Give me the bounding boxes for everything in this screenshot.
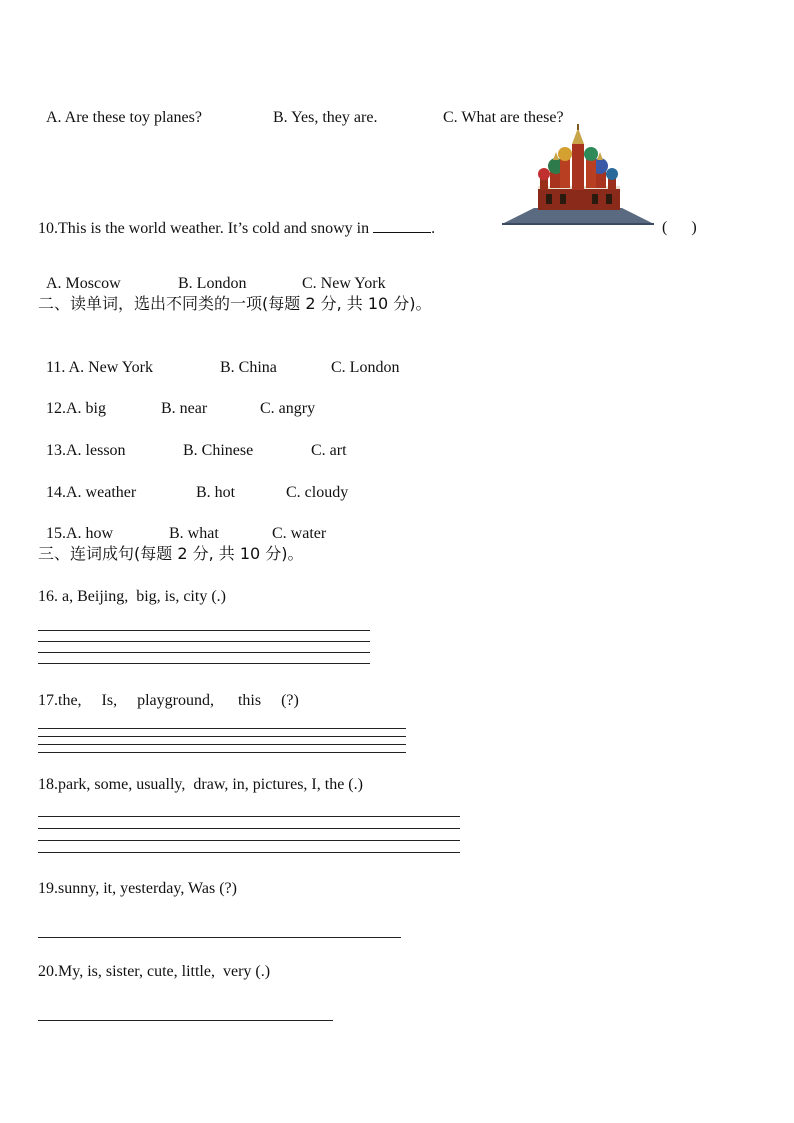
- q20-writing-line[interactable]: [38, 1020, 333, 1021]
- q15: [38, 504, 326, 544]
- q10-period: .: [431, 220, 436, 237]
- q18-writing-line[interactable]: [38, 816, 460, 817]
- q11-option-b: B. China: [220, 359, 277, 376]
- q16-writing-line[interactable]: [38, 652, 370, 653]
- q12: [38, 379, 315, 419]
- q14: [38, 463, 348, 503]
- q10-option-b: B. London: [178, 275, 247, 292]
- q13: [38, 421, 347, 461]
- q15-option-b: B. what: [169, 525, 219, 542]
- q18-writing-line[interactable]: [38, 840, 460, 841]
- q15-option-c: C. water: [272, 525, 327, 542]
- q20-words: 20.My, is, sister, cute, little, very (.): [38, 963, 271, 980]
- q10-option-a: A. Moscow: [46, 275, 121, 292]
- q18-writing-line[interactable]: [38, 852, 460, 853]
- q15-option-a: 15.A. how: [46, 525, 114, 542]
- q14-option-b: B. hot: [196, 484, 236, 501]
- q17-writing-line[interactable]: [38, 744, 406, 745]
- q11-option-c: C. London: [331, 359, 400, 376]
- q12-option-b: B. near: [161, 400, 208, 417]
- q13-option-b: B. Chinese: [183, 442, 254, 459]
- q10-option-c: C. New York: [302, 275, 386, 292]
- q13-option-a: 13.A. lesson: [46, 442, 126, 459]
- q10-stem-text: 10.This is the world weather. It’s cold and snowy in: [38, 220, 370, 237]
- q10-options: [38, 254, 386, 294]
- q14-option-c: C. cloudy: [286, 484, 349, 501]
- q10-answer-blank[interactable]: [373, 218, 431, 233]
- q17-writing-line[interactable]: [38, 736, 406, 737]
- q17-writing-line[interactable]: [38, 752, 406, 753]
- q9-option-a: A. Are these toy planes?: [46, 109, 202, 126]
- q13-option-c: C. art: [311, 442, 347, 459]
- section2-title: 二、读单词，选出不同类的一项(每题 2 分, 共 10 分)。: [38, 294, 432, 313]
- q12-option-a: 12.A. big: [46, 400, 106, 417]
- q16-writing-line[interactable]: [38, 630, 370, 631]
- q19-writing-line[interactable]: [38, 937, 401, 938]
- q16-writing-line[interactable]: [38, 663, 370, 664]
- q9-option-b: B. Yes, they are.: [273, 109, 378, 126]
- q12-option-c: C. angry: [260, 400, 316, 417]
- q16-writing-line[interactable]: [38, 641, 370, 642]
- q14-option-a: 14.A. weather: [46, 484, 137, 501]
- st-basils-cathedral-icon: [502, 124, 654, 226]
- q11-option-a: 11. A. New York: [46, 359, 153, 376]
- q18-words: 18.park, some, usually, draw, in, pictures, I, the (.): [38, 776, 363, 793]
- q19-words: 19.sunny, it, yesterday, Was (?): [38, 880, 237, 897]
- q17-writing-line[interactable]: [38, 728, 406, 729]
- q10-stem: [38, 218, 435, 239]
- q16-words: 16. a, Beijing, big, is, city (.): [38, 588, 226, 605]
- q9-options: [38, 88, 564, 128]
- q11: [38, 338, 399, 378]
- section3-title: 三、连词成句(每题 2 分, 共 10 分)。: [38, 544, 304, 563]
- q17-words: 17.the, Is, playground, this (?): [38, 692, 299, 709]
- q10-answer-paren[interactable]: ( ): [662, 219, 697, 236]
- q9-option-c: C. What are these?: [443, 109, 564, 126]
- q18-writing-line[interactable]: [38, 828, 460, 829]
